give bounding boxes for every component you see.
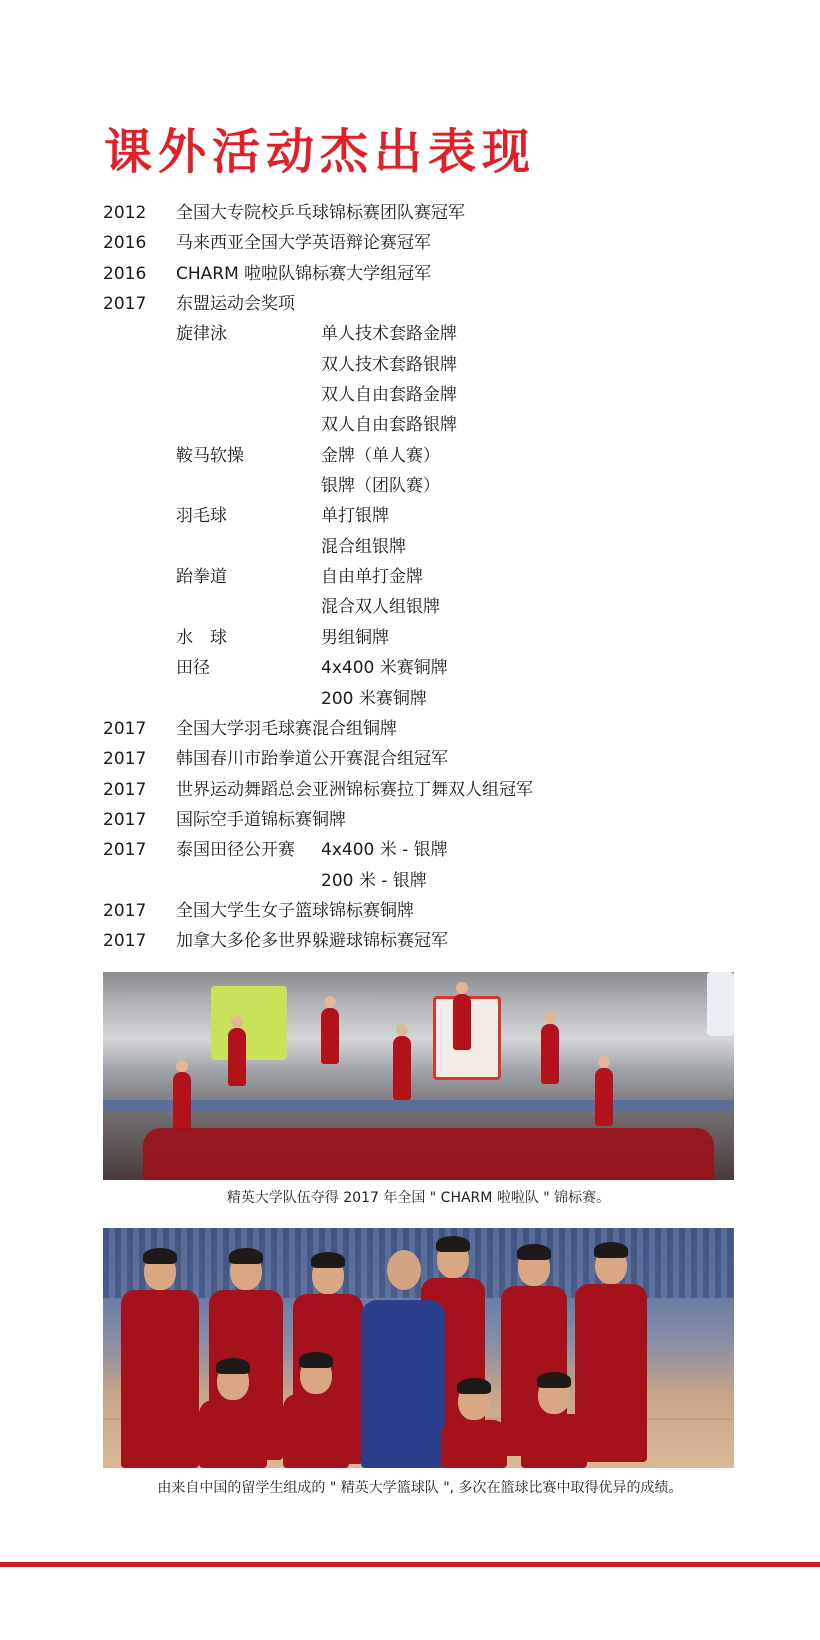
medal: 200 米赛铜牌	[321, 688, 427, 709]
medal: 混合双人组银牌	[321, 597, 440, 618]
event: 韩国春川市跆拳道公开赛混合组冠军	[176, 749, 448, 770]
basketball-caption: 由来自中国的留学生组成的 " 精英大学篮球队 ", 多次在篮球比赛中取得优异的成绩。	[157, 1480, 683, 1496]
year: 2016	[103, 233, 147, 254]
cheerleader	[541, 1024, 559, 1084]
photo-banner	[707, 972, 734, 1036]
list-item	[103, 714, 743, 744]
court-line	[103, 1100, 734, 1112]
year: 2016	[103, 263, 147, 284]
sport: 羽毛球	[176, 506, 227, 527]
year: 2017	[103, 718, 147, 739]
year: 2017	[103, 840, 147, 861]
player	[441, 1420, 507, 1468]
list-item	[103, 926, 743, 956]
medal: 4x400 米赛铜牌	[321, 658, 448, 679]
medal-row	[103, 441, 743, 471]
medal: 自由单打金牌	[321, 567, 423, 588]
event: CHARM 啦啦队锦标赛大学组冠军	[176, 263, 432, 284]
year: 2017	[103, 809, 147, 830]
event: 马来西亚全国大学英语辩论赛冠军	[176, 233, 431, 254]
medal-row	[103, 592, 743, 622]
event: 国际空手道锦标赛铜牌	[176, 809, 346, 830]
medal-row	[103, 471, 743, 501]
sport: 鞍马软操	[176, 445, 244, 466]
medal-row	[103, 350, 743, 380]
cheer-caption: 精英大学队伍夺得 2017 年全国 " CHARM 啦啦队 " 锦标赛。	[226, 1190, 611, 1206]
sport: 旋律泳	[176, 324, 227, 345]
list-item	[103, 198, 743, 228]
medal-row	[103, 410, 743, 440]
list-item	[103, 289, 743, 319]
year: 2017	[103, 749, 147, 770]
medal-row	[103, 319, 743, 349]
event: 全国大学羽毛球赛混合组铜牌	[176, 718, 397, 739]
medal: 4x400 米 - 银牌	[321, 840, 448, 861]
year: 2017	[103, 900, 147, 921]
bottom-divider	[0, 1562, 820, 1567]
medal-row	[103, 866, 743, 896]
sport: 水 球	[176, 627, 227, 648]
guest-head	[387, 1250, 421, 1290]
cheerleader	[453, 994, 471, 1050]
medal: 金牌（单人赛）	[321, 445, 440, 466]
event: 东盟运动会奖项	[176, 294, 295, 315]
player	[283, 1394, 349, 1468]
medal: 200 米 - 银牌	[321, 870, 427, 891]
year: 2017	[103, 779, 147, 800]
medal: 双人自由套路银牌	[321, 415, 457, 436]
medal-row	[103, 653, 743, 683]
medal-row	[103, 532, 743, 562]
medal-row	[103, 562, 743, 592]
medal-row	[103, 380, 743, 410]
player	[199, 1400, 267, 1468]
event: 世界运动舞蹈总会亚洲锦标赛拉丁舞双人组冠军	[176, 779, 533, 800]
event: 泰国田径公开赛	[176, 840, 295, 861]
list-item	[103, 228, 743, 258]
medal: 银牌（团队赛）	[321, 476, 440, 497]
year: 2012	[103, 203, 147, 223]
list-item	[103, 835, 743, 865]
list-item	[103, 805, 743, 835]
cheerleader	[173, 1072, 191, 1132]
medal: 单打银牌	[321, 506, 389, 527]
year: 2017	[103, 931, 147, 952]
sport: 跆拳道	[176, 567, 227, 588]
medal: 男组铜牌	[321, 627, 389, 648]
cheerleader	[393, 1036, 411, 1100]
event: 全国大专院校乒乓球锦标赛团队赛冠军	[176, 203, 465, 223]
basketball-team-photo	[103, 1228, 734, 1468]
event: 全国大学生女子篮球锦标赛铜牌	[176, 900, 414, 921]
medal-row	[103, 623, 743, 653]
medal-row	[103, 684, 743, 714]
medal: 双人技术套路银牌	[321, 354, 457, 375]
photo-banner	[211, 986, 287, 1060]
event: 加拿大多伦多世界躲避球锦标赛冠军	[176, 931, 448, 952]
cheerleader	[228, 1028, 246, 1086]
cheer-team-photo	[103, 972, 734, 1180]
list-item	[103, 259, 743, 289]
player	[521, 1414, 587, 1468]
guest-of-honour	[361, 1300, 445, 1468]
medal: 双人自由套路金牌	[321, 385, 457, 406]
year: 2017	[103, 294, 147, 315]
page-title: 课外活动杰出表现	[104, 124, 537, 180]
medal: 单人技术套路金牌	[321, 324, 457, 345]
medal: 混合组银牌	[321, 536, 406, 557]
cheer-base	[143, 1128, 714, 1180]
list-item	[103, 744, 743, 774]
sport: 田径	[176, 658, 210, 679]
list-item	[103, 896, 743, 926]
achievement-list	[103, 198, 743, 957]
cheerleader	[321, 1008, 339, 1064]
cheerleader	[595, 1068, 613, 1126]
player	[121, 1290, 199, 1468]
list-item	[103, 775, 743, 805]
medal-row	[103, 501, 743, 531]
